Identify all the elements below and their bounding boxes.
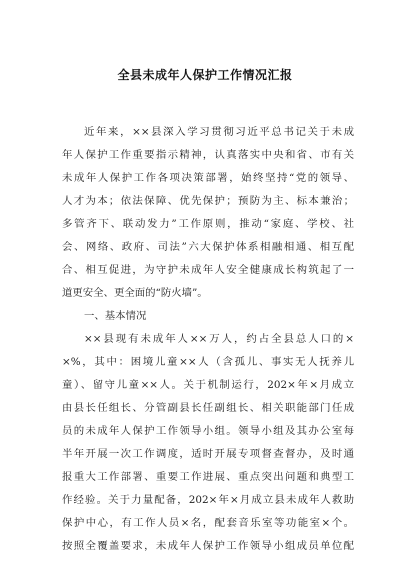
paragraph-line: 年人保护工作重要指示精神，认真落实中央和省、市有关 [62,149,354,161]
paragraph-line: 人才为本；依法保障、优先保护；预防为主、标本兼治； [62,195,354,207]
paragraph-line: ×%，其中：困境儿童××人（含孤儿、事实无人抚养儿 [62,356,354,368]
paragraph-line: 作经验。关于力量配备，202×年×月成立县未成年人救助 [62,494,354,506]
paragraph-line: 合、相互促进，为守护未成年人安全健康成长构筑起了一 [62,264,354,276]
paragraph-line: 员的未成年人保护工作领导小组。领导小组及其办公室每 [62,425,354,437]
paragraph-line: 保护中心，有工作人员×名，配套音乐室等功能室×个。 [62,517,354,529]
paragraph-line: 半年开展一次工作调度，适时开展专项督查督办，及时通 [62,448,354,460]
paragraph-line: 报重大工作部署、重要工作进展、重点突出问题和典型工 [62,471,354,483]
paragraph-line: 会、网络、政府、司法”六大保护体系相融相通、相互配 [62,241,354,253]
document-title: 全县未成年人保护工作情况汇报 [117,68,293,82]
paragraph-line: 由县长任组长、分管副县长任副组长、相关职能部门任成 [62,402,354,414]
paragraph-line: 多管齐下、联动发力”工作原则，推动“家庭、学校、社 [62,218,354,230]
paragraph-line: 近年来，××县深入学习贯彻习近平总书记关于未成 [84,126,354,138]
paragraph-line: 童）、留守儿童××人。关于机制运行，202×年×月成立 [62,379,354,391]
paragraph-line: 道更安全、更全面的“防火墙”。 [62,287,208,299]
section-heading: 一、基本情况 [84,310,147,322]
paragraph-line: 未成年人保护工作各项决策部署，始终坚持“党的领导、 [62,172,354,184]
paragraph-line: 按照全覆盖要求，未成年人保护工作领导小组成员单位配 [62,540,354,552]
document-body [62,121,354,558]
paragraph-line: ××县现有未成年人××万人，约占全县总人口的× [84,333,354,345]
